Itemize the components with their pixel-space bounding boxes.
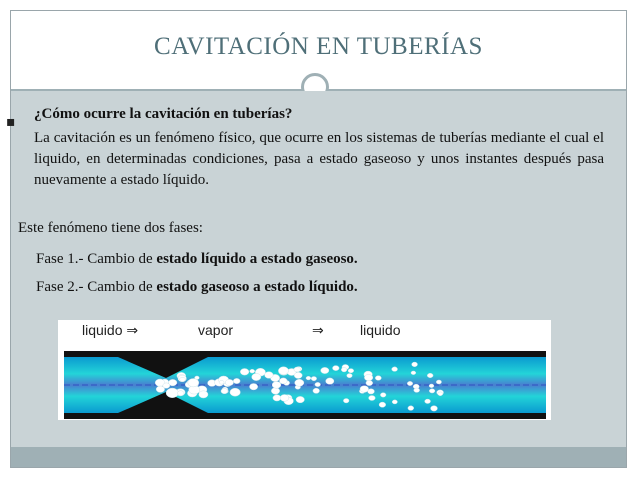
bubble — [427, 373, 433, 377]
bubble — [429, 384, 434, 388]
bubble — [295, 379, 304, 386]
bubble — [438, 392, 443, 396]
bubble — [333, 366, 340, 371]
bubble — [221, 389, 228, 394]
bubble — [315, 382, 321, 386]
bubble — [199, 391, 208, 398]
bubble — [230, 388, 240, 396]
bubble — [431, 406, 438, 411]
bubble — [265, 372, 274, 379]
bubble — [294, 367, 301, 372]
bubble — [436, 380, 441, 384]
bubble — [219, 380, 224, 384]
label-vapor: vapor — [198, 322, 234, 338]
bubble — [306, 376, 311, 380]
bubble — [412, 362, 418, 367]
cavitation-diagram — [58, 320, 551, 420]
bubble — [271, 388, 279, 395]
bubble — [366, 380, 373, 385]
bubble — [414, 388, 420, 392]
bubble — [375, 376, 381, 381]
bubble — [180, 377, 186, 381]
slide-footer-bar — [11, 447, 626, 467]
pipe-wall-bottom — [64, 413, 546, 419]
pipe-wall-top — [64, 351, 546, 357]
bubble — [408, 406, 414, 411]
explanation-paragraph: La cavitación es un fenómeno físico, que ocurre en los sistemas de tuberías mediante el cual el liquido, en determinadas condiciones, pasa a estado gaseoso y unos instantes después pasa nuevamente a estado líquido. — [34, 130, 604, 188]
slide-title: CAVITACIÓN EN TUBERÍAS — [154, 33, 483, 60]
bubble — [279, 378, 287, 384]
phase-2 — [36, 279, 358, 296]
label-liquid-right: liquido — [360, 322, 401, 338]
bubble — [429, 389, 435, 393]
bubble — [188, 379, 199, 387]
phase-2-prefix: Fase 2.- Cambio de — [36, 279, 157, 295]
bubble — [348, 369, 354, 373]
bubble — [250, 384, 258, 390]
bubble — [407, 381, 412, 385]
bubble — [294, 372, 302, 378]
bubble — [311, 377, 316, 381]
bubble — [278, 367, 288, 375]
bubble — [280, 395, 289, 402]
bubble — [296, 396, 304, 402]
bubble — [326, 378, 334, 384]
bubble — [364, 374, 372, 380]
bullet-square-icon: ▪ — [6, 114, 16, 130]
label-arrow: ⇒ — [312, 322, 324, 338]
phase-1-bold: estado líquido a estado gaseoso. — [156, 251, 358, 267]
bubble — [369, 396, 376, 401]
phase-1 — [36, 251, 358, 268]
phase-2-bold: estado gaseoso a estado líquido. — [156, 279, 358, 295]
phase-1-prefix: Fase 1.- Cambio de — [36, 251, 157, 267]
bubble — [233, 378, 240, 383]
bubble — [166, 388, 178, 398]
bubble — [225, 379, 233, 385]
bubble — [321, 367, 329, 373]
phases-intro: Este fenómeno tiene dos fases: — [18, 220, 203, 236]
label-liquid-left: liquido ⇒ — [82, 322, 139, 338]
bubble — [392, 400, 397, 404]
bubble — [360, 386, 369, 393]
bubble — [347, 374, 352, 378]
bubble — [392, 367, 398, 371]
bubble — [240, 369, 249, 376]
question-heading: ¿Cómo ocurre la cavitación en tuberías? — [34, 106, 293, 122]
bubble — [273, 395, 281, 401]
bubble — [250, 369, 255, 373]
bubble — [380, 393, 386, 397]
bubble — [313, 388, 320, 393]
bubble — [341, 368, 347, 372]
bubble — [411, 371, 416, 375]
bubble — [425, 399, 431, 403]
bubble — [252, 373, 261, 380]
bubble — [177, 391, 184, 396]
bubble — [343, 399, 349, 403]
bubble — [163, 383, 170, 388]
bubble — [379, 402, 386, 407]
pipe-illustration — [58, 320, 551, 420]
bubble — [272, 382, 281, 389]
